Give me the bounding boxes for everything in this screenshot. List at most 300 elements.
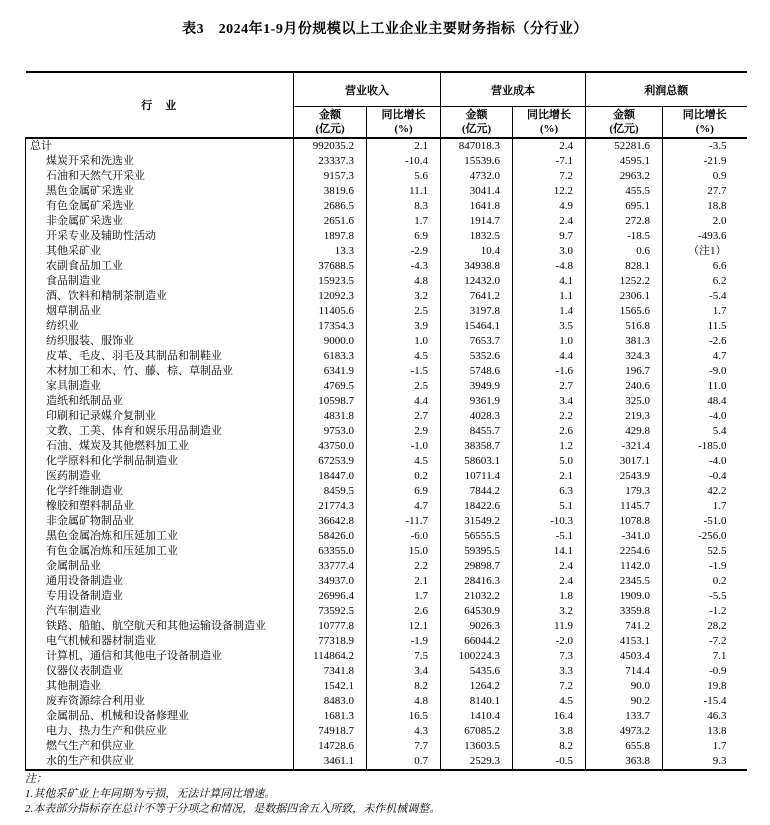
cost-growth-cell: 7.2 (513, 679, 586, 694)
table-row (26, 529, 747, 544)
cost-amount-cell: 1264.2 (441, 679, 513, 694)
revenue-growth-cell: 1.7 (367, 214, 441, 229)
profit-amount-cell: 324.3 (586, 349, 663, 364)
cost-growth-cell: -1.6 (513, 364, 586, 379)
revenue-growth-cell: -1.5 (367, 364, 441, 379)
cost-amount-cell: 1410.4 (441, 709, 513, 724)
profit-amount-cell: 4503.4 (586, 649, 663, 664)
cost-growth-header: 同比增长 (%) (513, 107, 586, 139)
profit-group-header: 利润总额 (586, 72, 747, 107)
profit-growth-cell: 27.7 (663, 184, 747, 199)
profit-growth-cell: 11.0 (663, 379, 747, 394)
industry-name-cell: 金属制品业 (26, 559, 294, 574)
revenue-growth-cell: -1.0 (367, 439, 441, 454)
industry-name-cell: 造纸和纸制品业 (26, 394, 294, 409)
cost-amount-cell: 67085.2 (441, 724, 513, 739)
profit-amount-cell: 240.6 (586, 379, 663, 394)
revenue-growth-cell: 2.9 (367, 424, 441, 439)
table-row (26, 424, 747, 439)
revenue-amount-cell: 23337.3 (294, 154, 367, 169)
industry-name-cell: 黑色金属冶炼和压延加工业 (26, 529, 294, 544)
revenue-amount-cell: 77318.9 (294, 634, 367, 649)
industry-name-cell: 废弃资源综合利用业 (26, 694, 294, 709)
profit-amount-cell: 1145.7 (586, 499, 663, 514)
industry-name-cell: 酒、饮料和精制茶制造业 (26, 289, 294, 304)
revenue-growth-cell: 11.1 (367, 184, 441, 199)
table-body (26, 138, 747, 770)
profit-amount-cell: 90.2 (586, 694, 663, 709)
note-item-2: 2.本表部分指标存在总计不等于分项之和情况，是数据四舍五入所致，未作机械调整。 (25, 803, 441, 815)
revenue-growth-cell: -4.3 (367, 259, 441, 274)
industry-name-cell: 皮革、毛皮、羽毛及其制品和制鞋业 (26, 349, 294, 364)
table-row (26, 574, 747, 589)
profit-amount-cell: 179.3 (586, 484, 663, 499)
cost-growth-cell: 5.0 (513, 454, 586, 469)
profit-amount-cell: 4153.1 (586, 634, 663, 649)
table-row (26, 724, 747, 739)
revenue-amount-cell: 13.3 (294, 244, 367, 259)
revenue-growth-cell: 12.1 (367, 619, 441, 634)
cost-growth-cell: -10.3 (513, 514, 586, 529)
revenue-amount-cell: 6183.3 (294, 349, 367, 364)
table-row (26, 499, 747, 514)
cost-amount-cell: 3197.8 (441, 304, 513, 319)
table-row (26, 589, 747, 604)
table-row (26, 349, 747, 364)
cost-growth-cell: 3.4 (513, 394, 586, 409)
cost-growth-cell: 2.4 (513, 138, 586, 154)
industry-name-cell: 医药制造业 (26, 469, 294, 484)
cost-growth-cell: 2.4 (513, 574, 586, 589)
revenue-growth-cell: -10.4 (367, 154, 441, 169)
industry-column-header: 行 业 (26, 72, 294, 138)
table-row (26, 604, 747, 619)
profit-amount-cell: 1252.2 (586, 274, 663, 289)
revenue-growth-cell: 3.9 (367, 319, 441, 334)
revenue-growth-cell: 6.9 (367, 484, 441, 499)
cost-growth-cell: 4.1 (513, 274, 586, 289)
profit-growth-cell: -5.5 (663, 589, 747, 604)
cost-growth-cell: 2.7 (513, 379, 586, 394)
cost-growth-cell: 1.2 (513, 439, 586, 454)
profit-growth-cell: 9.3 (663, 754, 747, 770)
cost-growth-cell: 14.1 (513, 544, 586, 559)
cost-amount-cell: 29898.7 (441, 559, 513, 574)
profit-amount-cell: 272.8 (586, 214, 663, 229)
profit-growth-cell: -4.0 (663, 454, 747, 469)
revenue-growth-header: 同比增长 (%) (367, 107, 441, 139)
revenue-amount-cell: 18447.0 (294, 469, 367, 484)
industry-name-cell: 食品制造业 (26, 274, 294, 289)
revenue-growth-cell: 8.2 (367, 679, 441, 694)
profit-amount-cell: 741.2 (586, 619, 663, 634)
industry-name-cell: 其他采矿业 (26, 244, 294, 259)
industry-name-cell: 烟草制品业 (26, 304, 294, 319)
industry-name-cell: 橡胶和塑料制品业 (26, 499, 294, 514)
industry-name-cell: 有色金属矿采选业 (26, 199, 294, 214)
revenue-growth-cell: -1.9 (367, 634, 441, 649)
profit-growth-cell: 46.3 (663, 709, 747, 724)
revenue-amount-cell: 34937.0 (294, 574, 367, 589)
table-row (26, 754, 747, 770)
profit-amount-cell: 3359.8 (586, 604, 663, 619)
profit-amount-cell: 1565.6 (586, 304, 663, 319)
table (25, 71, 747, 771)
revenue-growth-cell: 2.2 (367, 559, 441, 574)
profit-growth-cell: 48.4 (663, 394, 747, 409)
revenue-amount-cell: 63355.0 (294, 544, 367, 559)
table-row (26, 469, 747, 484)
table-row (26, 394, 747, 409)
cost-amount-cell: 64530.9 (441, 604, 513, 619)
profit-growth-cell: 28.2 (663, 619, 747, 634)
revenue-growth-cell: -6.0 (367, 529, 441, 544)
profit-amount-cell: 52281.6 (586, 138, 663, 154)
cost-amount-cell: 31549.2 (441, 514, 513, 529)
revenue-growth-cell: 2.1 (367, 138, 441, 154)
industry-name-cell: 计算机、通信和其他电子设备制造业 (26, 649, 294, 664)
profit-growth-cell: -185.0 (663, 439, 747, 454)
cost-growth-cell: 2.4 (513, 214, 586, 229)
profit-growth-cell: 0.9 (663, 169, 747, 184)
profit-growth-cell: 19.8 (663, 679, 747, 694)
profit-growth-cell: -1.9 (663, 559, 747, 574)
profit-amount-cell: 133.7 (586, 709, 663, 724)
revenue-amount-cell: 33777.4 (294, 559, 367, 574)
profit-growth-cell: 42.2 (663, 484, 747, 499)
industry-name-cell: 水的生产和供应业 (26, 754, 294, 770)
notes-label: 注： (25, 773, 47, 785)
revenue-growth-cell: 16.5 (367, 709, 441, 724)
profit-growth-cell: 13.8 (663, 724, 747, 739)
industry-name-cell: 文教、工美、体育和娱乐用品制造业 (26, 424, 294, 439)
industry-name-cell: 汽车制造业 (26, 604, 294, 619)
industry-name-cell: 电力、热力生产和供应业 (26, 724, 294, 739)
industry-name-cell: 木材加工和木、竹、藤、棕、草制品业 (26, 364, 294, 379)
revenue-amount-cell: 58426.0 (294, 529, 367, 544)
table-row (26, 694, 747, 709)
revenue-growth-cell: 7.7 (367, 739, 441, 754)
industry-name-cell: 电气机械和器材制造业 (26, 634, 294, 649)
revenue-amount-cell: 67253.9 (294, 454, 367, 469)
profit-growth-cell: 0.2 (663, 574, 747, 589)
cost-amount-cell: 8140.1 (441, 694, 513, 709)
cost-growth-cell: 3.8 (513, 724, 586, 739)
revenue-amount-cell: 992035.2 (294, 138, 367, 154)
industry-name-cell: 铁路、船舶、航空航天和其他运输设备制造业 (26, 619, 294, 634)
revenue-amount-cell: 43750.0 (294, 439, 367, 454)
industry-name-cell: 石油、煤炭及其他燃料加工业 (26, 439, 294, 454)
profit-growth-cell: （注1） (663, 244, 747, 259)
cost-growth-cell: 6.3 (513, 484, 586, 499)
industry-name-cell: 燃气生产和供应业 (26, 739, 294, 754)
revenue-growth-cell: 2.5 (367, 304, 441, 319)
cost-growth-cell: 7.2 (513, 169, 586, 184)
revenue-amount-cell: 37688.5 (294, 259, 367, 274)
table-row (26, 304, 747, 319)
cost-amount-cell: 5748.6 (441, 364, 513, 379)
table-row (26, 274, 747, 289)
profit-growth-cell: -3.5 (663, 138, 747, 154)
profit-amount-cell: 2963.2 (586, 169, 663, 184)
cost-amount-cell: 8455.7 (441, 424, 513, 439)
revenue-amount-cell: 17354.3 (294, 319, 367, 334)
revenue-growth-cell: 4.5 (367, 349, 441, 364)
profit-growth-cell: -256.0 (663, 529, 747, 544)
profit-growth-cell: -5.4 (663, 289, 747, 304)
profit-amount-cell: 429.8 (586, 424, 663, 439)
profit-amount-cell: 2254.6 (586, 544, 663, 559)
industry-name-cell: 有色金属冶炼和压延加工业 (26, 544, 294, 559)
profit-amount-header: 金额 (亿元) (586, 107, 663, 139)
profit-amount-cell: 516.8 (586, 319, 663, 334)
revenue-growth-cell: 3.4 (367, 664, 441, 679)
profit-amount-cell: 196.7 (586, 364, 663, 379)
profit-amount-cell: 2306.1 (586, 289, 663, 304)
profit-growth-cell: 1.7 (663, 499, 747, 514)
cost-amount-cell: 59395.5 (441, 544, 513, 559)
cost-amount-cell: 3949.9 (441, 379, 513, 394)
industry-name-cell: 纺织服装、服饰业 (26, 334, 294, 349)
table-row (26, 514, 747, 529)
cost-amount-cell: 5352.6 (441, 349, 513, 364)
cost-amount-cell: 12432.0 (441, 274, 513, 289)
cost-amount-cell: 1641.8 (441, 199, 513, 214)
cost-amount-cell: 5435.6 (441, 664, 513, 679)
revenue-amount-cell: 8483.0 (294, 694, 367, 709)
industry-name-cell: 仪器仪表制造业 (26, 664, 294, 679)
profit-growth-cell: 5.4 (663, 424, 747, 439)
revenue-amount-cell: 36642.8 (294, 514, 367, 529)
table-row (26, 244, 747, 259)
table-row (26, 679, 747, 694)
revenue-growth-cell: 4.8 (367, 694, 441, 709)
cost-growth-cell: 5.1 (513, 499, 586, 514)
revenue-amount-cell: 9157.3 (294, 169, 367, 184)
profit-amount-cell: 695.1 (586, 199, 663, 214)
profit-growth-cell: 11.5 (663, 319, 747, 334)
revenue-amount-cell: 1897.8 (294, 229, 367, 244)
profit-growth-cell: -2.6 (663, 334, 747, 349)
cost-amount-cell: 7641.2 (441, 289, 513, 304)
profit-growth-cell: 7.1 (663, 649, 747, 664)
revenue-amount-cell: 74918.7 (294, 724, 367, 739)
profit-amount-cell: 714.4 (586, 664, 663, 679)
cost-amount-cell: 9361.9 (441, 394, 513, 409)
cost-growth-cell: 1.4 (513, 304, 586, 319)
cost-amount-cell: 2529.3 (441, 754, 513, 770)
revenue-amount-cell: 8459.5 (294, 484, 367, 499)
cost-amount-cell: 13603.5 (441, 739, 513, 754)
cost-growth-cell: 4.5 (513, 694, 586, 709)
cost-amount-cell: 58603.1 (441, 454, 513, 469)
cost-growth-cell: 12.2 (513, 184, 586, 199)
cost-growth-cell: 4.9 (513, 199, 586, 214)
industry-name-cell: 农副食品加工业 (26, 259, 294, 274)
revenue-growth-cell: 4.8 (367, 274, 441, 289)
profit-amount-cell: 219.3 (586, 409, 663, 424)
industry-name-cell: 其他制造业 (26, 679, 294, 694)
profit-growth-cell: 4.7 (663, 349, 747, 364)
profit-amount-cell: 1142.0 (586, 559, 663, 574)
industry-name-cell: 总计 (26, 138, 294, 154)
profit-growth-cell: -51.0 (663, 514, 747, 529)
cost-amount-cell: 28416.3 (441, 574, 513, 589)
profit-growth-cell: -21.9 (663, 154, 747, 169)
profit-amount-cell: 1909.0 (586, 589, 663, 604)
cost-amount-cell: 9026.3 (441, 619, 513, 634)
profit-growth-cell: -9.0 (663, 364, 747, 379)
revenue-growth-cell: -2.9 (367, 244, 441, 259)
profit-amount-cell: 455.5 (586, 184, 663, 199)
cost-amount-header: 金额 (亿元) (441, 107, 513, 139)
cost-growth-cell: 3.5 (513, 319, 586, 334)
group-header-row (26, 72, 747, 107)
revenue-growth-cell: 5.6 (367, 169, 441, 184)
revenue-growth-cell: 2.6 (367, 604, 441, 619)
industry-name-cell: 家具制造业 (26, 379, 294, 394)
revenue-amount-cell: 3461.1 (294, 754, 367, 770)
cost-amount-cell: 4028.3 (441, 409, 513, 424)
revenue-growth-cell: -11.7 (367, 514, 441, 529)
cost-amount-cell: 10711.4 (441, 469, 513, 484)
table-row (26, 199, 747, 214)
revenue-amount-cell: 11405.6 (294, 304, 367, 319)
page-title: 表3 2024年1-9月份规模以上工业企业主要财务指标（分行业） (182, 22, 588, 37)
revenue-growth-cell: 6.9 (367, 229, 441, 244)
profit-amount-cell: 2345.5 (586, 574, 663, 589)
table-notes (25, 772, 745, 817)
industry-name-cell: 化学原料和化学制品制造业 (26, 454, 294, 469)
table-row (26, 484, 747, 499)
revenue-amount-cell: 7341.8 (294, 664, 367, 679)
cost-amount-cell: 38358.7 (441, 439, 513, 454)
cost-amount-cell: 100224.3 (441, 649, 513, 664)
table-row (26, 319, 747, 334)
table-row (26, 439, 747, 454)
industry-name-cell: 通用设备制造业 (26, 574, 294, 589)
cost-growth-cell: 8.2 (513, 739, 586, 754)
cost-growth-cell: 1.0 (513, 334, 586, 349)
table-row (26, 154, 747, 169)
revenue-amount-cell: 1542.1 (294, 679, 367, 694)
profit-amount-cell: 3017.1 (586, 454, 663, 469)
table-row (26, 289, 747, 304)
revenue-amount-cell: 10777.8 (294, 619, 367, 634)
revenue-amount-cell: 73592.5 (294, 604, 367, 619)
profit-amount-cell: -341.0 (586, 529, 663, 544)
profit-amount-cell: 381.3 (586, 334, 663, 349)
revenue-growth-cell: 4.5 (367, 454, 441, 469)
industry-name-cell: 黑色金属矿采选业 (26, 184, 294, 199)
revenue-growth-cell: 0.7 (367, 754, 441, 770)
table-row (26, 229, 747, 244)
table-row (26, 559, 747, 574)
profit-amount-cell: -18.5 (586, 229, 663, 244)
table-row (26, 454, 747, 469)
cost-amount-cell: 21032.2 (441, 589, 513, 604)
revenue-growth-cell: 3.2 (367, 289, 441, 304)
table-row (26, 709, 747, 724)
profit-growth-cell: 1.7 (663, 304, 747, 319)
revenue-amount-cell: 4769.5 (294, 379, 367, 394)
table-row (26, 364, 747, 379)
profit-amount-cell: -321.4 (586, 439, 663, 454)
table-row (26, 649, 747, 664)
cost-amount-cell: 7844.2 (441, 484, 513, 499)
cost-amount-cell: 847018.3 (441, 138, 513, 154)
table-header (26, 72, 747, 138)
profit-growth-header: 同比增长 (%) (663, 107, 747, 139)
table-row (26, 214, 747, 229)
revenue-amount-cell: 6341.9 (294, 364, 367, 379)
profit-amount-cell: 4973.2 (586, 724, 663, 739)
profit-growth-cell: -493.6 (663, 229, 747, 244)
cost-growth-cell: -4.8 (513, 259, 586, 274)
table-row (26, 184, 747, 199)
profit-amount-cell: 1078.8 (586, 514, 663, 529)
profit-growth-cell: 52.5 (663, 544, 747, 559)
revenue-amount-cell: 3819.6 (294, 184, 367, 199)
cost-amount-cell: 56555.5 (441, 529, 513, 544)
profit-growth-cell: -1.2 (663, 604, 747, 619)
revenue-amount-cell: 2686.5 (294, 199, 367, 214)
cost-amount-cell: 66044.2 (441, 634, 513, 649)
profit-amount-cell: 90.0 (586, 679, 663, 694)
revenue-amount-cell: 2651.6 (294, 214, 367, 229)
profit-growth-cell: 1.7 (663, 739, 747, 754)
cost-growth-cell: 11.9 (513, 619, 586, 634)
cost-amount-cell: 15539.6 (441, 154, 513, 169)
revenue-amount-cell: 1681.3 (294, 709, 367, 724)
profit-amount-cell: 363.8 (586, 754, 663, 770)
industry-name-cell: 煤炭开采和洗选业 (26, 154, 294, 169)
cost-amount-cell: 4732.0 (441, 169, 513, 184)
revenue-growth-cell: 2.5 (367, 379, 441, 394)
cost-growth-cell: 3.0 (513, 244, 586, 259)
cost-growth-cell: 7.3 (513, 649, 586, 664)
cost-amount-cell: 10.4 (441, 244, 513, 259)
table-row (26, 138, 747, 154)
revenue-amount-cell: 4831.8 (294, 409, 367, 424)
revenue-growth-cell: 2.1 (367, 574, 441, 589)
cost-growth-cell: 2.4 (513, 559, 586, 574)
cost-growth-cell: -0.5 (513, 754, 586, 770)
table-row (26, 664, 747, 679)
profit-growth-cell: -0.4 (663, 469, 747, 484)
note-item-1: 1.其他采矿业上年同期为亏损，无法计算同比增速。 (25, 788, 276, 800)
cost-growth-cell: 1.8 (513, 589, 586, 604)
profit-amount-cell: 4595.1 (586, 154, 663, 169)
table-row (26, 334, 747, 349)
revenue-amount-header: 金额 (亿元) (294, 107, 367, 139)
profit-amount-cell: 325.0 (586, 394, 663, 409)
cost-growth-cell: 2.6 (513, 424, 586, 439)
revenue-growth-cell: 4.7 (367, 499, 441, 514)
profit-amount-cell: 828.1 (586, 259, 663, 274)
cost-growth-cell: -5.1 (513, 529, 586, 544)
cost-amount-cell: 18422.6 (441, 499, 513, 514)
table-row (26, 634, 747, 649)
cost-growth-cell: 16.4 (513, 709, 586, 724)
cost-growth-cell: -7.1 (513, 154, 586, 169)
profit-growth-cell: -15.4 (663, 694, 747, 709)
profit-growth-cell: -7.2 (663, 634, 747, 649)
profit-growth-cell: 6.2 (663, 274, 747, 289)
revenue-growth-cell: 4.3 (367, 724, 441, 739)
revenue-group-header: 营业收入 (294, 72, 441, 107)
profit-growth-cell: -0.9 (663, 664, 747, 679)
